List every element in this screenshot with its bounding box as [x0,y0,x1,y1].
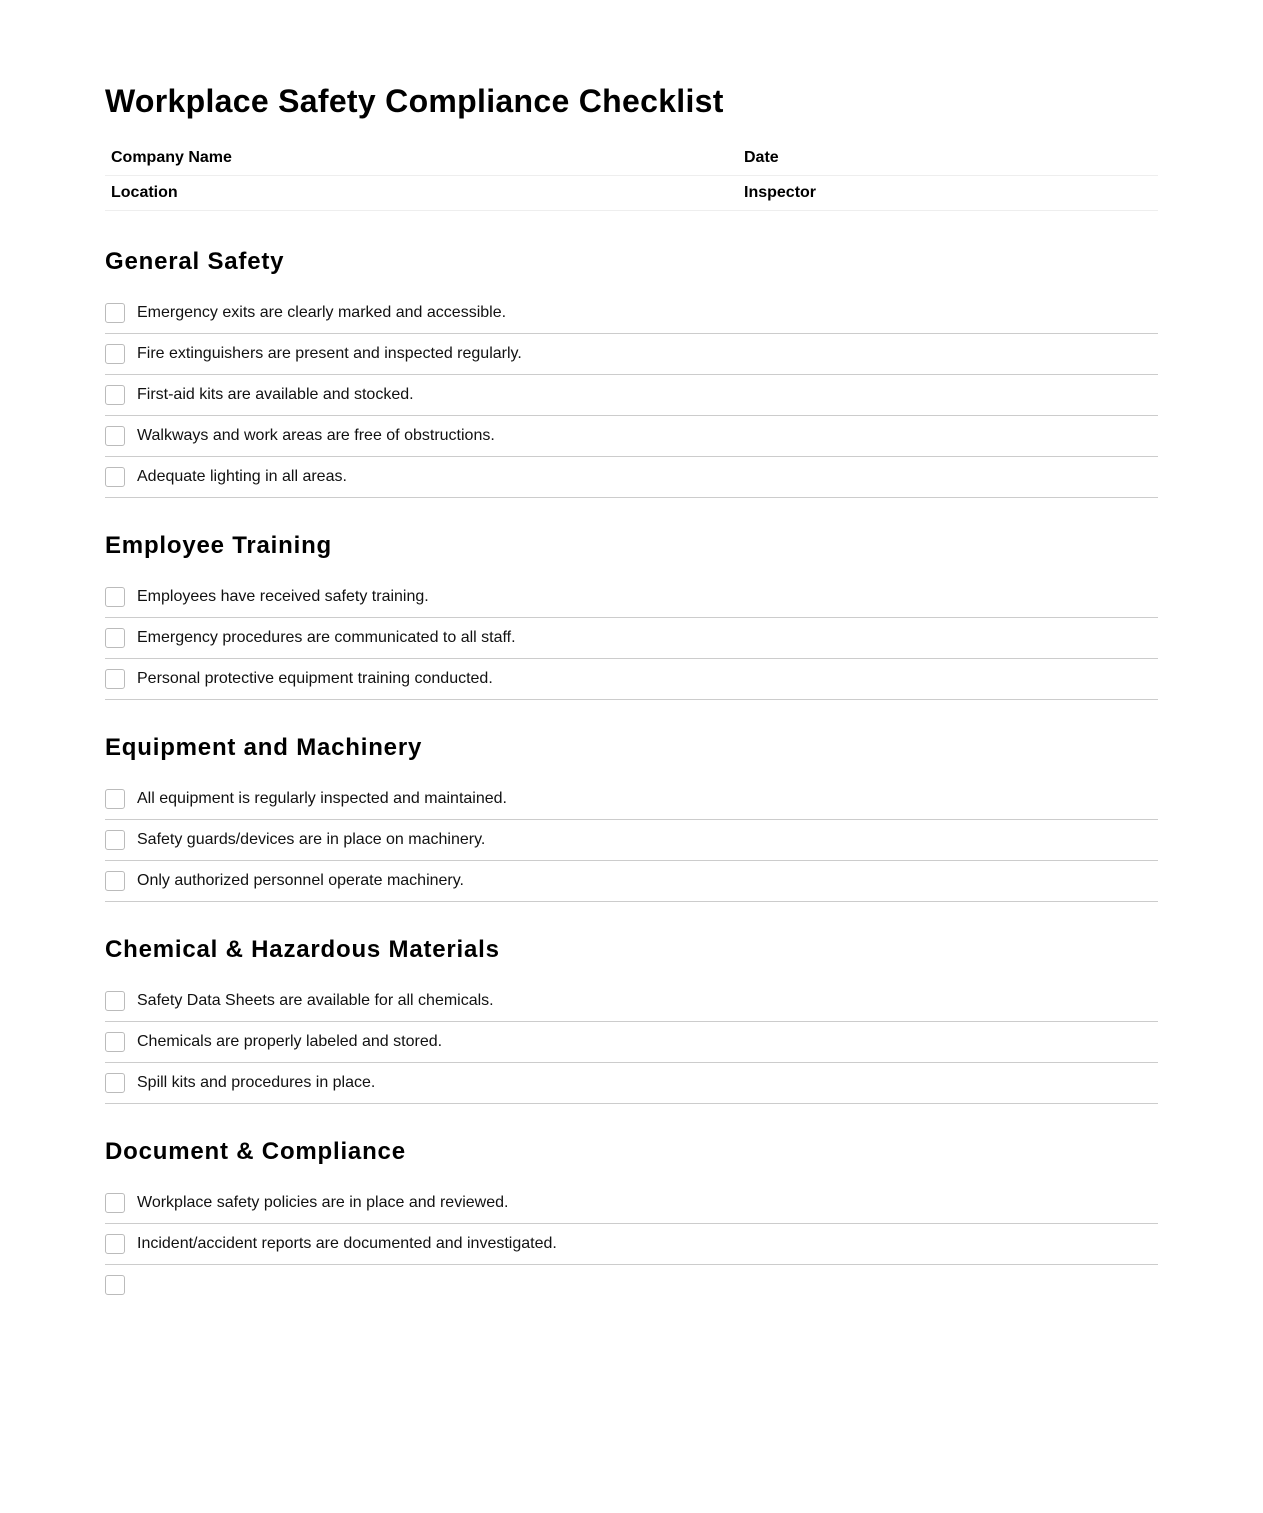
item-label: All equipment is regularly inspected and maintained. [137,790,507,807]
date-label: Date [738,141,1158,176]
section-equipment-machinery [105,726,1158,902]
item-label: Incident/accident reports are documented and investigated. [137,1235,557,1252]
checkbox[interactable] [105,830,125,850]
checkbox[interactable] [105,467,125,487]
checklist-item[interactable] [105,293,1158,334]
checkbox[interactable] [105,628,125,648]
checkbox[interactable] [105,1193,125,1213]
checklist-item[interactable] [105,1063,1158,1104]
checklist-item[interactable] [105,1022,1158,1063]
location-label: Location [105,176,738,211]
checkbox[interactable] [105,789,125,809]
item-label: Only authorized personnel operate machinery. [137,872,464,889]
item-label: Safety Data Sheets are available for all chemicals. [137,992,494,1009]
item-label: Adequate lighting in all areas. [137,468,347,485]
checklist-item[interactable] [105,659,1158,700]
company-name-label: Company Name [105,141,738,176]
section-heading: Employee Training [105,532,332,559]
info-row [105,176,1158,211]
checkbox[interactable] [105,344,125,364]
checklist-item[interactable] [105,577,1158,618]
section-general-safety [105,240,1158,498]
checkbox[interactable] [105,1234,125,1254]
checklist-item[interactable] [105,618,1158,659]
item-label: Fire extinguishers are present and inspected regularly. [137,345,522,362]
section-heading: General Safety [105,248,285,275]
section-document-compliance [105,1130,1158,1300]
checkbox[interactable] [105,991,125,1011]
item-label: Personal protective equipment training conducted. [137,670,493,687]
section-heading: Chemical & Hazardous Materials [105,936,500,963]
section-heading: Equipment and Machinery [105,734,423,761]
checklist-item[interactable] [105,861,1158,902]
checklist-item[interactable] [105,1265,1158,1300]
item-label: Emergency exits are clearly marked and accessible. [137,304,507,321]
checklist-item[interactable] [105,334,1158,375]
item-label: Walkways and work areas are free of obstructions. [137,427,495,444]
checkbox[interactable] [105,1275,125,1295]
section-heading: Document & Compliance [105,1138,406,1165]
item-label: Workplace safety policies are in place and reviewed. [137,1194,509,1211]
checkbox[interactable] [105,871,125,891]
item-label: Spill kits and procedures in place. [137,1074,376,1091]
checkbox[interactable] [105,587,125,607]
checklist-item[interactable] [105,457,1158,498]
checkbox[interactable] [105,385,125,405]
item-label: Employees have received safety training. [137,588,429,605]
checkbox[interactable] [105,303,125,323]
checklist-item[interactable] [105,375,1158,416]
checkbox[interactable] [105,1032,125,1052]
checklist-item[interactable] [105,779,1158,820]
item-label: First-aid kits are available and stocked. [137,386,414,403]
checklist-item[interactable] [105,820,1158,861]
info-row [105,141,1158,176]
page-title: Workplace Safety Compliance Checklist [105,83,724,119]
inspector-label: Inspector [738,176,1158,211]
item-label: Emergency procedures are communicated to all staff. [137,629,516,646]
item-label: Safety guards/devices are in place on machinery. [137,831,486,848]
checklist-page [105,0,1158,1300]
checklist-sections [105,240,1158,1300]
checklist-item[interactable] [105,1183,1158,1224]
checkbox[interactable] [105,426,125,446]
section-employee-training [105,524,1158,700]
inspection-info-table [105,141,1158,211]
checklist-item[interactable] [105,416,1158,457]
checkbox[interactable] [105,669,125,689]
section-chemical-hazardous [105,928,1158,1104]
checklist-item[interactable] [105,1224,1158,1265]
checkbox[interactable] [105,1073,125,1093]
item-label: Chemicals are properly labeled and stored. [137,1033,443,1050]
checklist-item[interactable] [105,981,1158,1022]
